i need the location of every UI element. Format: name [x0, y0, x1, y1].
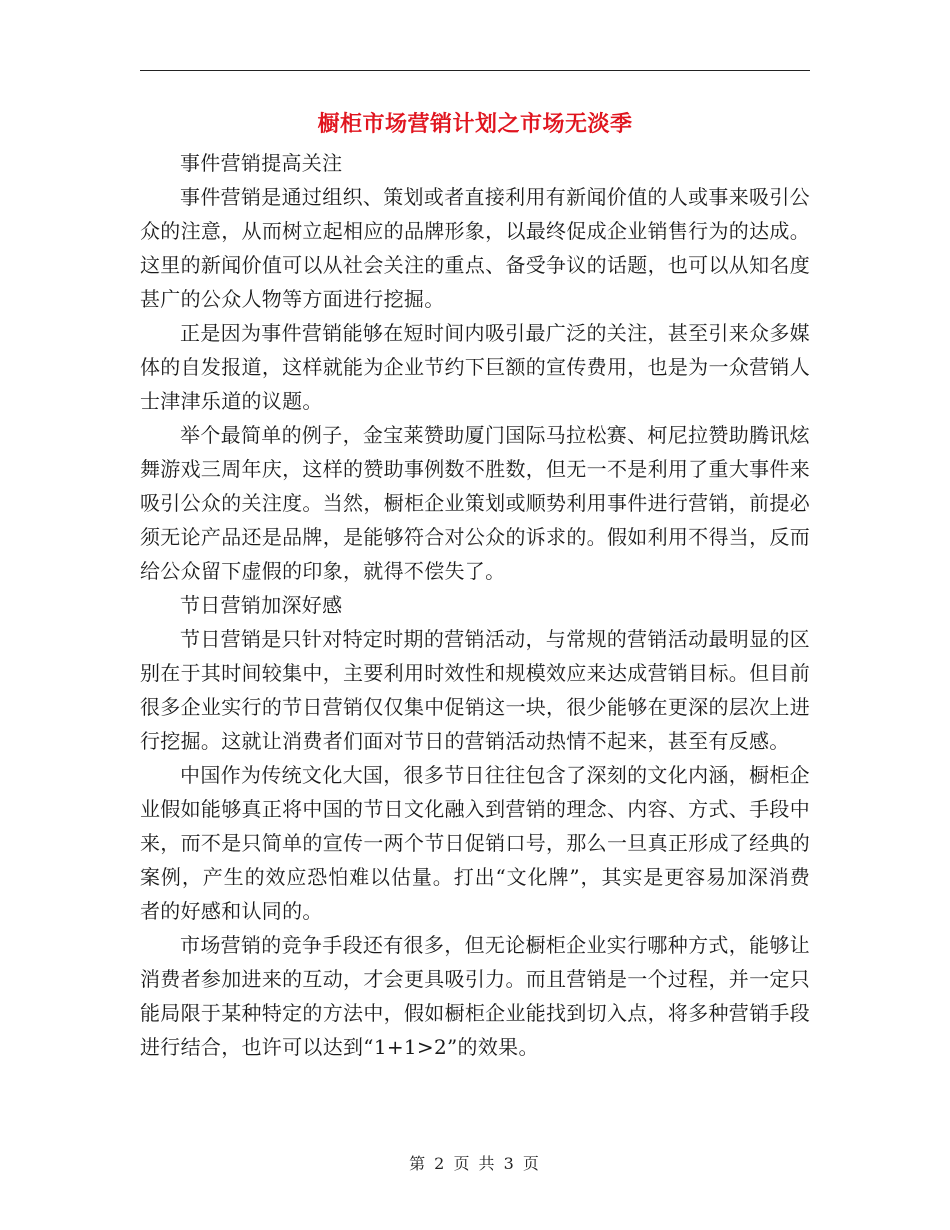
- paragraph: 节日营销是只针对特定时期的营销活动，与常规的营销活动最明显的区别在于其时间较集中，主要利用时效性和规模效应来达成营销目标。但目前很多企业实行的节日营销仅仅集中促销这一块，很少能够在更深的层次上进行挖掘。这就让消费者们面对节日的营销活动热情不起来，甚至有反感。: [140, 627, 810, 753]
- document-body: [140, 146, 810, 1064]
- paragraph: 中国作为传统文化大国，很多节日往往包含了深刻的文化内涵，橱柜企业假如能够真正将中国的节日文化融入到营销的理念、内容、方式、手段中来，而不是只简单的宣传一两个节日促销口号，那么一旦真正形成了经典的案例，产生的效应恐怕难以估量。打出“文化牌”，其实是更容易加深消费者的好感和认同的。: [140, 763, 810, 923]
- section-heading-event-marketing: 事件营销提高关注: [180, 151, 343, 175]
- paragraph: 举个最简单的例子，金宝莱赞助厦门国际马拉松赛、柯尼拉赞助腾讯炫舞游戏三周年庆，这样的赞助事例数不胜数，但无一不是利用了重大事件来吸引公众的关注度。当然，橱柜企业策划或顺势利用事件进行营销，前提必须无论产品还是品牌，是能够符合对公众的诉求的。假如利用不得当，反而给公众留下虚假的印象，就得不偿失了。: [140, 423, 810, 583]
- paragraph: 事件营销是通过组织、策划或者直接利用有新闻价值的人或事来吸引公众的注意，从而树立起相应的品牌形象，以最终促成企业销售行为的达成。这里的新闻价值可以从社会关注的重点、备受争议的话题，也可以从知名度甚广的公众人物等方面进行挖掘。: [140, 185, 810, 311]
- page-number-footer: 第 2 页 共 3 页: [409, 1154, 541, 1173]
- header-rule: [140, 70, 810, 71]
- document-title: 橱柜市场营销计划之市场无淡季: [317, 112, 633, 137]
- section-heading-holiday-marketing: 节日营销加深好感: [180, 593, 343, 617]
- paragraph: 正是因为事件营销能够在短时间内吸引最广泛的关注，甚至引来众多媒体的自发报道，这样就能为企业节约下巨额的宣传费用，也是为一众营销人士津津乐道的议题。: [140, 321, 810, 413]
- paragraph: 市场营销的竞争手段还有很多，但无论橱柜企业实行哪种方式，能够让消费者参加进来的互动，才会更具吸引力。而且营销是一个过程，并一定只能局限于某种特定的方法中，假如橱柜企业能找到切入点，将多种营销手段进行结合，也许可以达到“1+1>2”的效果。: [140, 933, 810, 1059]
